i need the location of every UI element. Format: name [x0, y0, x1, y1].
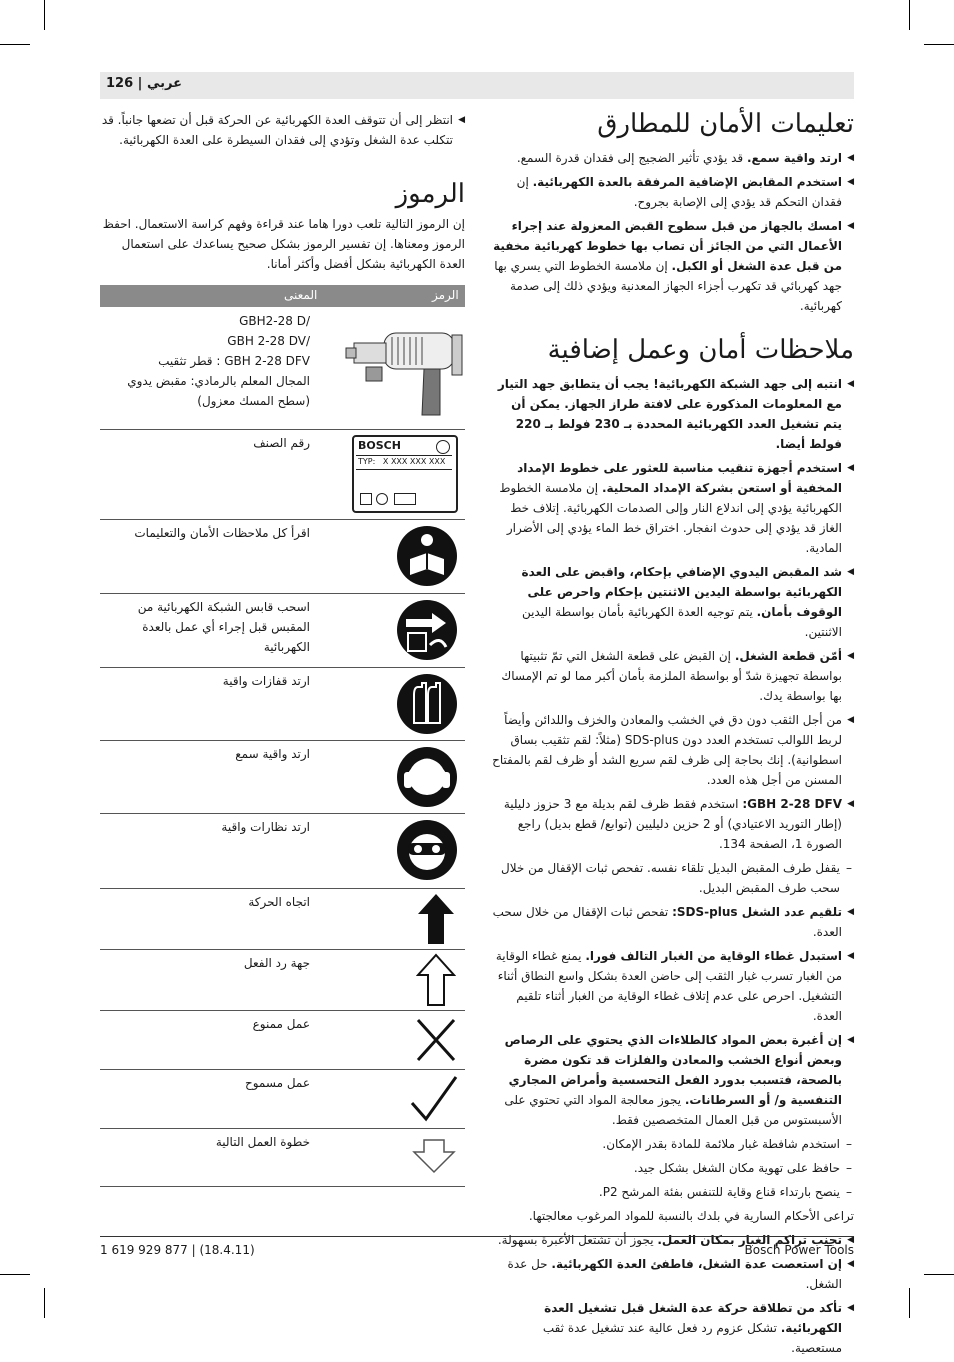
check-icon [410, 1075, 458, 1123]
list-item: ◀ استخدم أجهزة تنقيب مناسبة للعثور على خطوط الإمداد المخفية أو استعن بشركة الإمداد المحلية. إن ملامسة الخطوط الكهربائية يؤدي إلى اندلاع النار وإلى الصدمات الكهربائية. إتلاف خط الغاز قد يؤدي إلى حدوث انفجار. اختراق خط الماء يؤدي إلى الأضرار المادية. [492, 458, 854, 558]
list-item: ◀ شد المقبض اليدوي الإضافي بإحكام، واقبض على العدة الكهربائية بواسطة اليدين الاثنتين بإحكام واحرص على الوقوف بأمان. يتم توجيه العدة الكهربائية بأمان بواسطة اليدين الاثنتين. [492, 562, 854, 642]
list-item: ◀ إن استعصت عدة الشغل، فاطفئ العدة الكهربائية. حل عدة الشغل. [492, 1254, 854, 1294]
list-item: ◀ امسك بالجهاز من قبل سطوح القبض المعزولة عند إجراء الأعمال التي من الجائز أن تصاب بها خطوط كهربائية مخفية من قبل عدة الشغل أو الكبل. إن ملامسة الخطوط التي يسري بها جهد كهربائي قد تكهرب أجزاء الجهاز المعدنية ويؤدي ذلك إلى صدمة كهربائية. [492, 216, 854, 316]
crop-mark [0, 1274, 30, 1275]
row-text: عمل مسموح [244, 1076, 310, 1090]
next-step-icon [412, 1138, 456, 1174]
row-text: اتجاه الحركة [248, 895, 310, 909]
list-item: – ينصح بارتداء قناع وقاية للتنفس بفئة المرشح P2. [492, 1182, 854, 1202]
list-item: ◀ تلقيم عدد الشغل SDS-plus: تفحص ثبات الإقفال من خلال سحب العدة. [492, 902, 854, 942]
crop-mark [0, 44, 30, 45]
crop-mark [924, 44, 954, 45]
reaction-arrow-icon [416, 953, 456, 1007]
heading-symbols: الرموز [395, 179, 465, 209]
table-row [100, 813, 465, 889]
footer-brand: Bosch Power Tools [744, 1243, 854, 1257]
table-row [100, 1010, 465, 1070]
list-item: – يقفل طرف المقبض البديل تلقاء نفسه. تفحص ثبات الإقفال من خلال سحب طرف المقبض البديل. [492, 858, 854, 898]
table-row [100, 667, 465, 741]
header-language: عربي [146, 76, 182, 91]
page-number: 126 [106, 76, 134, 91]
eye-protection-icon [396, 819, 458, 881]
symbols-paragraph: إن الرموز التالية تلعب دورا هاما عند قراءة وفهم كراسة الاستعمال. احفظ الرموز ومعناها. إن تفسير الرموز بشكل صحيح يساعدك على استعمال العدة الكهربائية بشكل أفضل وأكثر أمانا. [102, 217, 465, 271]
table-row [100, 888, 465, 950]
list-item: ◀ استخدم المقابض الإضافية المرفقة بالعدة الكهربائية. إن فقدان التحكم قد يؤدي إلى الإصابة بجروح. [492, 172, 854, 212]
row-text: خطوة العمل التالية [215, 1135, 310, 1149]
table-row [100, 740, 465, 814]
table-row [100, 307, 465, 430]
row-text: /GBH2-28 D /GBH 2-28 DV GBH 2-28 DFV : قطر تثقيب المجال المعلم بالرمادي: مقبض يدوي (سطح المسك معزول) [127, 314, 310, 408]
row-text: جهة رد الفعل [243, 956, 310, 970]
drill-icon [344, 315, 468, 421]
symbols-table-header [100, 285, 465, 307]
symbols-section [100, 178, 465, 210]
list-item: ◀ GBH 2-28 DFV: استخدم فقط ظرف لقم بديلة مع 3 حزوز دليلية (إطار التوريد الاعتيادي) أو 2 حزين دليليين (توابع/ قطع بديل) راجع الصورة 1، الصفحة 134. [492, 794, 854, 854]
note-text: تراعى الأحكام السارية في بلدك بالنسبة للمواد المرغوب معالجتها. [528, 1209, 854, 1223]
cross-icon [414, 1016, 458, 1064]
page-header [100, 72, 854, 99]
right-column [492, 108, 854, 1362]
list-item: ◀ تجنب تراكم الغبار بمكان العمل. يجوز أن تشتعل الأغبرة بسهولة. [492, 1230, 854, 1250]
gloves-icon [396, 673, 458, 735]
row-text: ارتد واقية سمع [235, 747, 310, 761]
row-text: ارتد قفازات واقية [222, 674, 310, 688]
unplug-icon [396, 599, 458, 661]
read-manual-icon [396, 525, 458, 587]
crop-mark [909, 0, 910, 30]
footer-rule [100, 1236, 854, 1237]
type-plate-icon [352, 435, 458, 513]
table-row [100, 519, 465, 594]
heading-additional-safety: ملاحظات أمان وعمل إضافية [547, 335, 854, 365]
list-item: ◀ انتبه إلى جهد الشبكة الكهربائية! يجب أن يتطابق جهد التيار مع المعلومات المذكورة على لافتة طراز الجهاز. يمكن أن يتم تشغيل العدد الكهربائية المحددة بـ 230 فولط بـ 220 فولط أيضا. [492, 374, 854, 454]
list-item: ◀ إن أغبرة بعض المواد كالطلاءات الذي يحتوي على الرصاص وبعض أنواع الخشب والمعادن والفلزات قد تكون مضرة بالصحة، فتسبب بدورد الفعل التحسسية وأمراض المجاري التنفسية و/ أو السرطانات. يجوز معالجة المواد التي تحتوي على الأسبستوس من قبل العمال المتخصصين فقط. [492, 1030, 854, 1130]
list-item: ◀ أمّن قطعة الشغل. إن القبض على قطعة الشغل التي تمّ تثبيتها بواسطة تجهيزة شدّ أو بواسطة الملزمة بأمان أكبر مما لو تم الإمساك بها بواسطة يدك. [492, 646, 854, 706]
table-row [100, 593, 465, 668]
page-header-label: 126 | عربي [106, 76, 182, 91]
list-item: ◀ تأكد من تطلاقة حركة عدة الشغل قبل تشغيل العدة الكهربائية. تشكل عزوم رد فعل عالية عند تشغيل عدة ثقب مستعصية. [492, 1298, 854, 1358]
list-item: – حافظ على تهوية مكان الشغل بشكل جيد. [492, 1158, 854, 1178]
crop-mark [909, 1288, 910, 1318]
crop-mark [44, 0, 45, 30]
bosch-logo-icon [436, 440, 450, 454]
list-item: ◀ انتظر إلى أن تتوقف العدة الكهربائية عن الحركة قبل أن تضعها جانباً. قد تتكلب عدة الشغل وتؤدي إلى فقدان السيطرة على العدة الكهربائية. [100, 110, 465, 150]
table-row [100, 1128, 465, 1187]
crop-mark [924, 1274, 954, 1275]
table-row [100, 1069, 465, 1129]
table-row [100, 949, 465, 1011]
direction-arrow-icon [416, 892, 456, 946]
row-text: عمل ممنوع [252, 1017, 310, 1031]
table-row [100, 429, 465, 520]
row-text: ارتد نظارات واقية [221, 820, 310, 834]
crop-mark [44, 1288, 45, 1318]
heading-hammer-safety: تعليمات الأمان للمطارق [597, 109, 854, 139]
footer-doc-number: 1 619 929 877 | (18.4.11) [100, 1243, 255, 1257]
col-symbol-header: الرمز [432, 288, 459, 302]
col-meaning-header: المعنى [284, 288, 318, 302]
row-text: رقم الصنف [253, 436, 310, 450]
row-text: اقرأ كل ملاحظات الأمان والتعليمات [134, 526, 310, 540]
row-text: اسحب قابس الشبكة الكهربائية من المقبس قبل إجراء أي عمل بالعدة الكهربائية [137, 600, 310, 654]
plate-brand: BOSCH [358, 439, 401, 452]
list-item: ◀ استبدل غطاء الوقاية من الغبار التالف فورا. يمنع غطاء الوقاية من الغبار تسرب غبار الثقب إلى حاضن العدة بشكل واسع النطاق أثناء التشغيل. احرص على عدم إتلاف غطاء الوقاية من الغبار أثناء تلقيم العدة. [492, 946, 854, 1026]
list-item: – استخدم شافطة غبار ملائمة للمادة بقدر الإمكان. [492, 1134, 854, 1154]
left-column-intro [100, 110, 465, 154]
list-item: ◀ ارتد واقية سمع. قد يؤدي تأثير الضجيج إلى فقدان قدرة السمع. [492, 148, 854, 168]
plate-typ: TYP: X XXX XXX XXX [358, 457, 446, 466]
list-item: ◀ من أجل الثقب دون دق في الخشب والمعادن والخزف واللدائن وأيضاً لربط اللوالب تستخدم العدد دون SDS-plus (مثلاً: لقم تثقيب بساق اسطوانية). إنك بحاجة إلى ظرف لقم سريع الشد أو ظرف لقم بالمفتاح المسنن من أجل هذه العدد. [492, 710, 854, 790]
ear-protection-icon [396, 746, 458, 808]
